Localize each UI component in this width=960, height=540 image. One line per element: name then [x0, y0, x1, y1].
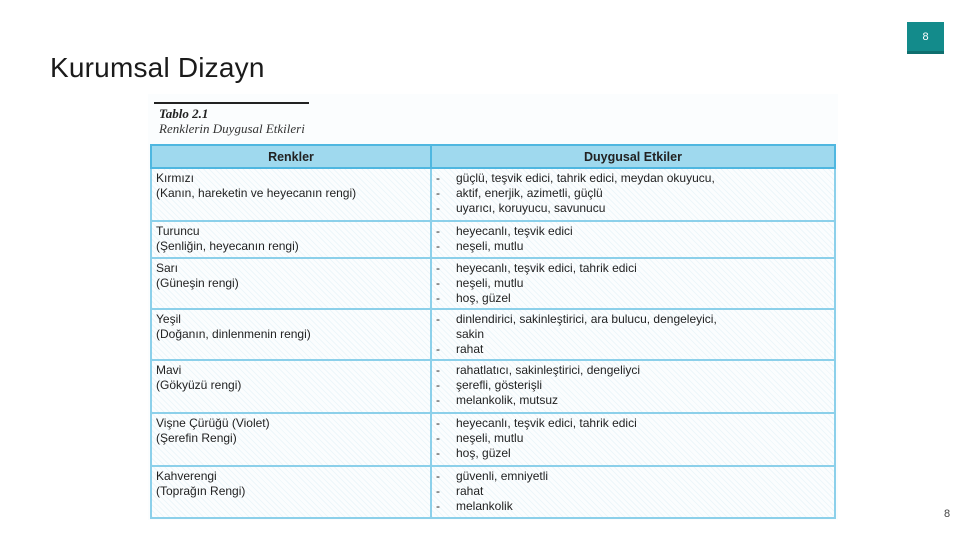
- effect-item: [436, 469, 830, 484]
- effect-text: uyarıcı, koruyucu, savunucu: [456, 201, 606, 215]
- effect-text: hoş, güzel: [456, 291, 511, 305]
- color-cell: [151, 168, 431, 221]
- effect-item: [436, 327, 830, 342]
- effects-cell: [431, 221, 835, 258]
- color-cell: [151, 309, 431, 360]
- effect-item: [436, 224, 830, 239]
- effect-text: rahat: [456, 484, 484, 498]
- color-name: Kahverengi: [156, 469, 217, 483]
- effect-item: [436, 239, 830, 254]
- bullet-dash: -: [436, 201, 440, 215]
- color-description: (Gökyüzü rengi): [156, 378, 242, 392]
- table-row: [151, 258, 835, 309]
- bullet-dash: -: [436, 363, 440, 377]
- effect-item: [436, 171, 830, 186]
- effects-cell: [431, 309, 835, 360]
- color-description: (Doğanın, dinlenmenin rengi): [156, 327, 311, 341]
- table-caption-label: Tablo 2.1: [159, 106, 209, 121]
- slide-title: Kurumsal Dizayn: [50, 52, 265, 83]
- color-name: Turuncu: [156, 224, 200, 238]
- color-name: Vişne Çürüğü (Violet): [156, 416, 270, 430]
- effect-item: [436, 312, 830, 327]
- effect-text: heyecanlı, teşvik edici, tahrik edici: [456, 261, 637, 275]
- table-row: [151, 413, 835, 466]
- effect-text: neşeli, mutlu: [456, 431, 524, 445]
- effect-item: [436, 484, 830, 499]
- effect-item: [436, 446, 830, 461]
- color-description: (Güneşin rengi): [156, 276, 239, 290]
- effect-item: [436, 201, 830, 216]
- table-row: [151, 360, 835, 413]
- bullet-dash: -: [436, 276, 440, 290]
- bullet-dash: -: [436, 186, 440, 200]
- bullet-dash: [436, 327, 456, 342]
- bullet-dash: -: [436, 261, 440, 275]
- effect-text: güvenli, emniyetli: [456, 469, 549, 483]
- color-cell: [151, 258, 431, 309]
- bullet-dash: -: [436, 446, 440, 460]
- table-header-row: [151, 145, 835, 168]
- table-figure: [148, 94, 838, 520]
- header-effects: Duygusal Etkiler: [431, 145, 835, 168]
- color-description: (Toprağın Rengi): [156, 484, 246, 498]
- table-row: [151, 309, 835, 360]
- effect-text: sakin: [456, 327, 485, 341]
- effects-cell: [431, 360, 835, 413]
- effect-item: [436, 416, 830, 431]
- effects-cell: [431, 466, 835, 518]
- color-description: (Şenliğin, heyecanın rengi): [156, 239, 299, 253]
- effect-text: aktif, enerjik, azimetli, güçlü: [456, 186, 603, 200]
- color-cell: [151, 413, 431, 466]
- color-name: Sarı: [156, 261, 179, 275]
- effect-item: [436, 342, 830, 357]
- bullet-dash: -: [436, 239, 440, 253]
- effect-item: [436, 393, 830, 408]
- bullet-dash: -: [436, 378, 440, 392]
- color-name: Mavi: [156, 363, 182, 377]
- bullet-dash: -: [436, 171, 440, 185]
- effects-cell: [431, 413, 835, 466]
- color-emotion-table: [150, 144, 836, 519]
- bullet-dash: -: [436, 342, 440, 356]
- slide-number-badge-text: 8: [922, 30, 929, 43]
- color-name: Yeşil: [156, 312, 181, 326]
- table-row: [151, 168, 835, 221]
- bullet-dash: -: [436, 393, 440, 407]
- effect-text: neşeli, mutlu: [456, 276, 524, 290]
- bullet-dash: -: [436, 291, 440, 305]
- color-cell: [151, 360, 431, 413]
- color-description: (Şerefin Rengi): [156, 431, 237, 445]
- effect-text: melankolik, mutsuz: [456, 393, 559, 407]
- bullet-dash: -: [436, 312, 440, 326]
- page-number: 8: [944, 508, 951, 520]
- bullet-dash: -: [436, 469, 440, 483]
- effect-text: şerefli, gösterişli: [456, 378, 543, 392]
- bullet-dash: -: [436, 431, 440, 445]
- effect-item: [436, 276, 830, 291]
- badge-underline: [907, 51, 944, 54]
- table-row: [151, 221, 835, 258]
- effect-item: [436, 499, 830, 514]
- effect-text: neşeli, mutlu: [456, 239, 524, 253]
- effect-item: [436, 378, 830, 393]
- effect-item: [436, 186, 830, 201]
- color-cell: [151, 221, 431, 258]
- effect-item: [436, 291, 830, 306]
- color-description: (Kanın, hareketin ve heyecanın rengi): [156, 186, 357, 200]
- table-caption-title: Renklerin Duygusal Etkileri: [159, 121, 305, 136]
- effects-cell: [431, 258, 835, 309]
- effect-item: [436, 363, 830, 378]
- effect-text: rahat: [456, 342, 484, 356]
- bullet-dash: -: [436, 416, 440, 430]
- effect-text: melankolik: [456, 499, 513, 513]
- effect-item: [436, 261, 830, 276]
- effect-text: hoş, güzel: [456, 446, 511, 460]
- slide-number-badge: [907, 22, 944, 51]
- color-name: Kırmızı: [156, 171, 194, 185]
- effect-item: [436, 431, 830, 446]
- color-cell: [151, 466, 431, 518]
- bullet-dash: -: [436, 484, 440, 498]
- bullet-dash: -: [436, 499, 440, 513]
- effect-text: rahatlatıcı, sakinleştirici, dengeliyci: [456, 363, 641, 377]
- effect-text: dinlendirici, sakinleştirici, ara bulucu, dengeleyici,: [456, 312, 717, 326]
- header-colors: Renkler: [151, 145, 431, 168]
- table-row: [151, 466, 835, 518]
- effect-text: heyecanlı, teşvik edici: [456, 224, 573, 238]
- bullet-dash: -: [436, 224, 440, 238]
- caption-rule: [154, 102, 309, 104]
- effect-text: heyecanlı, teşvik edici, tahrik edici: [456, 416, 637, 430]
- effect-text: güçlü, teşvik edici, tahrik edici, meydan okuyucu,: [456, 171, 715, 185]
- effects-cell: [431, 168, 835, 221]
